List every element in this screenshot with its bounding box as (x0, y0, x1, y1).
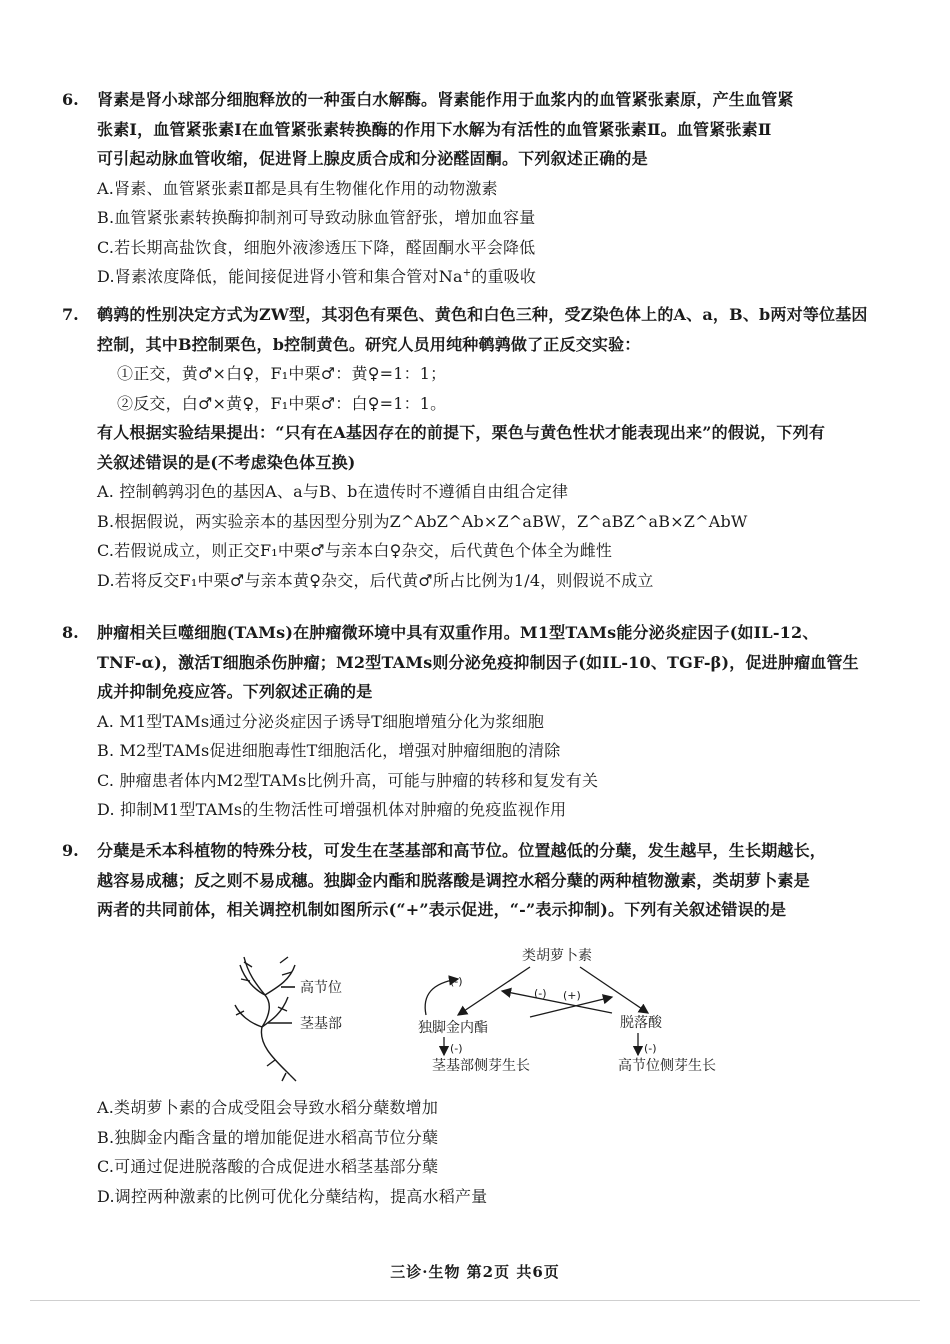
node-base-growth: 茎基部侧芽生长 (432, 1058, 530, 1074)
option-b: B.独脚金内酯含量的增加能促进水稻高节位分蘖 (97, 1127, 439, 1147)
option-d: D.调控两种激素的比例可优化分蘖结构，提高水稻产量 (97, 1186, 488, 1206)
option-d: D.肾素浓度降低，能间接促进肾小管和集合管对Na+的重吸收 (97, 267, 537, 286)
option-c: C.若长期高盐饮食，细胞外液渗透压下降，醛固酮水平会降低 (97, 237, 536, 257)
option-d: D.若将反交F₁中栗♂与亲本黄♀杂交，后代黄♂所占比例为1/4，则假说不成立 (97, 570, 654, 590)
option-b: B.根据假说，两实验亲本的基因型分别为Z^AbZ^Ab×Z^aBW，Z^aBZ^aB×Z^AbW (97, 511, 748, 531)
label-stem-base: 茎基部 (300, 1016, 342, 1032)
sign-minus: (-) (450, 1042, 463, 1055)
arrow-carotenoid-to-sl (458, 967, 530, 1015)
sign-minus: (-) (450, 975, 463, 988)
option-d: D. 抑制M1型TAMs的生物活性可增强机体对肿瘤的免疫监视作用 (97, 800, 567, 819)
question-stem-line: 成并抑制免疫应答。下列叙述正确的是 (97, 682, 373, 701)
question-9 (62, 836, 877, 925)
option-b: B.血管紧张素转换酶抑制剂可导致动脉血管舒张，增加血容量 (97, 208, 536, 227)
experiment-line: ②反交，白♂×黄♀，F₁中栗♂：白♀=1：1。 (117, 393, 447, 413)
question-stem-line: 关叙述错误的是(不考虑染色体互换) (97, 452, 356, 472)
option-a: A.肾素、血管紧张素Ⅱ都是具有生物催化作用的动物激素 (97, 178, 498, 198)
question-number: 7. (62, 305, 79, 324)
question-stem-line: TNF-α)，激活T细胞杀伤肿瘤；M2型TAMs则分泌免疫抑制因子(如IL-10、TGF-β)，促进肿瘤血管生 (97, 652, 859, 672)
arrow-aba-to-sl (502, 991, 612, 1013)
question-stem-line: 鹌鹑的性别决定方式为ZW型，其羽色有栗色、黄色和白色三种，受Z染色体上的A、a，B、b两对等位基因 (97, 305, 868, 324)
question-stem-line: 两者的共同前体，相关调控机制如图所示(“+”表示促进，“-”表示抑制)。下列有关叙述错误的是 (97, 900, 787, 919)
regulation-figure (200, 935, 760, 1085)
question-stem-line: 肿瘤相关巨噬细胞(TAMs)在肿瘤微环境中具有双重作用。M1型TAMs能分泌炎症因子(如IL-12、 (97, 623, 819, 642)
arrow-carotenoid-to-aba (580, 967, 648, 1013)
option-a: A.类胡萝卜素的合成受阻会导致水稻分蘖数增加 (97, 1098, 439, 1117)
page-footer: 三诊·生物 第2页 共6页 (390, 1263, 560, 1281)
option-a: A. M1型TAMs通过分泌炎症因子诱导T细胞增殖分化为浆细胞 (97, 711, 545, 731)
option-c: C. 肿瘤患者体内M2型TAMs比例升高，可能与肿瘤的转移和复发有关 (97, 770, 599, 790)
question-stem-line: 张素Ⅰ，血管紧张素Ⅰ在血管紧张素转换酶的作用下水解为有活性的血管紧张素Ⅱ。血管紧张素Ⅱ (97, 119, 772, 139)
figure-svg (200, 935, 760, 1085)
question-stem-line: 越容易成穗；反之则不易成穗。独脚金内酯和脱落酸是调控水稻分蘖的两种植物激素，类胡萝卜素是 (97, 870, 810, 890)
option-b: B. M2型TAMs促进细胞毒性T细胞活化，增强对肿瘤细胞的清除 (97, 741, 561, 760)
bottom-rule (30, 1300, 920, 1301)
question-stem-line: 分蘖是禾本科植物的特殊分枝，可发生在茎基部和高节位。位置越低的分蘖，发生越早，生长期越长， (97, 841, 827, 860)
question-stem-line: 可引起动脉血管收缩，促进肾上腺皮质合成和分泌醛固酮。下列叙述正确的是 (97, 149, 648, 168)
rice-plant-drawing (235, 957, 296, 1081)
option-c: C.可通过促进脱落酸的合成促进水稻茎基部分蘖 (97, 1157, 439, 1176)
sign-minus: (-) (644, 1042, 657, 1055)
label-high-node: 高节位 (300, 980, 342, 996)
option-c: C.若假说成立，则正交F₁中栗♂与亲本白♀杂交，后代黄色个体全为雌性 (97, 541, 613, 560)
question-stem-line: 有人根据实验结果提出：“只有在A基因存在的前提下，栗色与黄色性状才能表现出来”的假说，下列有 (97, 423, 826, 442)
node-strigolactone: 独脚金内酯 (418, 1020, 488, 1036)
node-high-growth: 高节位侧芽生长 (618, 1058, 716, 1074)
question-number: 6. (62, 90, 79, 109)
question-8 (62, 618, 877, 825)
question-6 (62, 85, 877, 292)
node-carotenoid: 类胡萝卜素 (522, 948, 592, 964)
question-7 (62, 300, 877, 595)
question-number: 9. (62, 841, 79, 860)
node-aba: 脱落酸 (620, 1015, 662, 1031)
question-9-options (62, 1093, 877, 1211)
experiment-line: ①正交，黄♂×白♀，F₁中栗♂：黄♀=1：1； (117, 364, 447, 383)
question-number: 8. (62, 623, 79, 642)
question-stem-line: 控制，其中B控制栗色，b控制黄色。研究人员用纯种鹌鹑做了正反交实验： (97, 334, 641, 354)
sign-plus: (+) (563, 989, 581, 1002)
question-stem-line: 肾素是肾小球部分细胞释放的一种蛋白水解酶。肾素能作用于血浆内的血管紧张素原，产生血管紧 (97, 90, 794, 109)
sign-minus: (-) (534, 987, 547, 1000)
option-a: A. 控制鹌鹑羽色的基因A、a与B、b在遗传时不遵循自由组合定律 (97, 482, 569, 501)
